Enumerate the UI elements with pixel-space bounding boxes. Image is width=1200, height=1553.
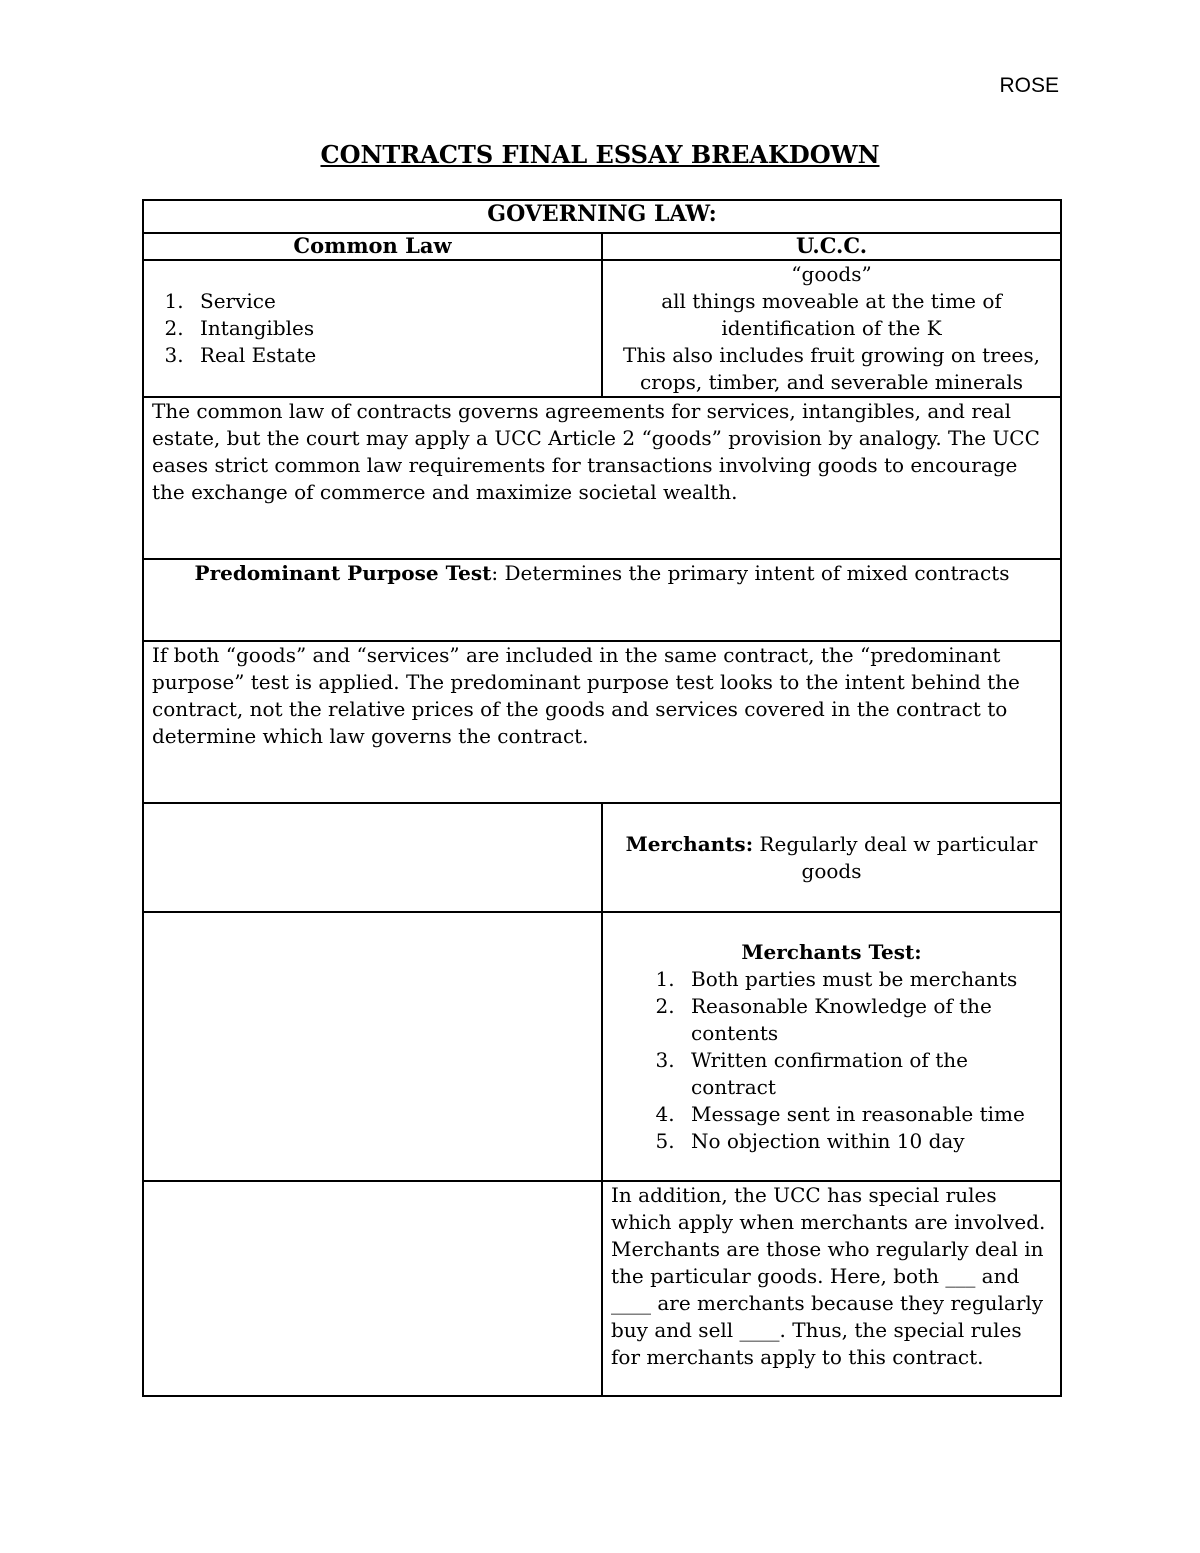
common-law-paragraph: The common law of contracts governs agreements for services, intangibles, and real estate, but the court may apply a UCC Article 2 “goods” provision by analogy. The UCC eases strict common law requirements for transactions involving goods to encourage the exchange of commerce and maximize societal wealth. — [143, 397, 1061, 559]
merchants-row — [143, 803, 1061, 912]
list-item: 3. Written confirmation of the contract — [681, 1047, 1052, 1101]
ucc-goods-line: identification of the K — [721, 316, 942, 340]
law-types-row — [143, 260, 1061, 397]
common-law-paragraph-row — [143, 397, 1061, 559]
empty-cell — [143, 803, 602, 912]
predominant-purpose-row — [143, 559, 1061, 641]
empty-cell — [143, 912, 602, 1181]
common-law-header: Common Law — [143, 233, 602, 260]
common-law-list — [152, 288, 593, 369]
ppt-paragraph-row — [143, 641, 1061, 803]
list-item: 5. No objection within 10 day — [681, 1128, 1052, 1155]
ucc-goods-cell — [602, 260, 1061, 397]
list-item: 2. Intangibles — [190, 315, 593, 342]
predominant-purpose-cell — [143, 559, 1061, 641]
ppt-paragraph: If both “goods” and “services” are included in the same contract, the “predominant purpose” test is applied. The predominant purpose test looks to the intent behind the contract, not the relative prices of the goods and services covered in the contract to determine which law governs the contract. — [143, 641, 1061, 803]
ppt-label: Predominant Purpose Test — [194, 561, 492, 585]
merchants-test-title: Merchants Test: — [741, 939, 922, 964]
list-item: 1. Service — [190, 288, 593, 315]
common-law-cell — [143, 260, 602, 397]
ucc-goods-line: “goods” — [791, 262, 872, 286]
governing-law-row — [143, 200, 1061, 233]
governing-law-heading: GOVERNING LAW: — [143, 200, 1061, 233]
ucc-goods-line: all things moveable at the time of — [661, 289, 1002, 313]
ucc-merchant-paragraph: In addition, the UCC has special rules which apply when merchants are involved. Merchants are those who regularly deal in the particular goods. Here, both ___ and ____ are merchants because they regularly buy and sell ____. Thus, the special rules for merchants apply to this contract. — [602, 1181, 1061, 1396]
merchants-test-cell — [602, 912, 1061, 1181]
ucc-merchant-rules-row — [143, 1181, 1061, 1396]
document-title: CONTRACTS FINAL ESSAY BREAKDOWN — [320, 140, 880, 169]
list-item: 3. Real Estate — [190, 342, 593, 369]
merchants-label: Merchants: — [625, 831, 754, 856]
empty-cell — [143, 1181, 602, 1396]
list-item: 4. Message sent in reasonable time — [681, 1101, 1052, 1128]
merchants-test-row — [143, 912, 1061, 1181]
breakdown-table — [142, 199, 1062, 1397]
list-item: 1. Both parties must be merchants — [681, 966, 1052, 993]
list-item: 2. Reasonable Knowledge of the contents — [681, 993, 1052, 1047]
ucc-goods-line: This also includes fruit growing on trees, — [623, 343, 1041, 367]
ppt-description: : Determines the primary intent of mixed contracts — [491, 561, 1010, 585]
merchants-test-list — [611, 966, 1052, 1155]
column-header-row — [143, 233, 1061, 260]
header-name: ROSE — [999, 74, 1059, 97]
merchants-description: Regularly deal w particular goods — [753, 831, 1038, 883]
ucc-goods-line: crops, timber, and severable minerals — [640, 370, 1023, 394]
ucc-header: U.C.C. — [602, 233, 1061, 260]
merchants-cell — [602, 803, 1061, 912]
